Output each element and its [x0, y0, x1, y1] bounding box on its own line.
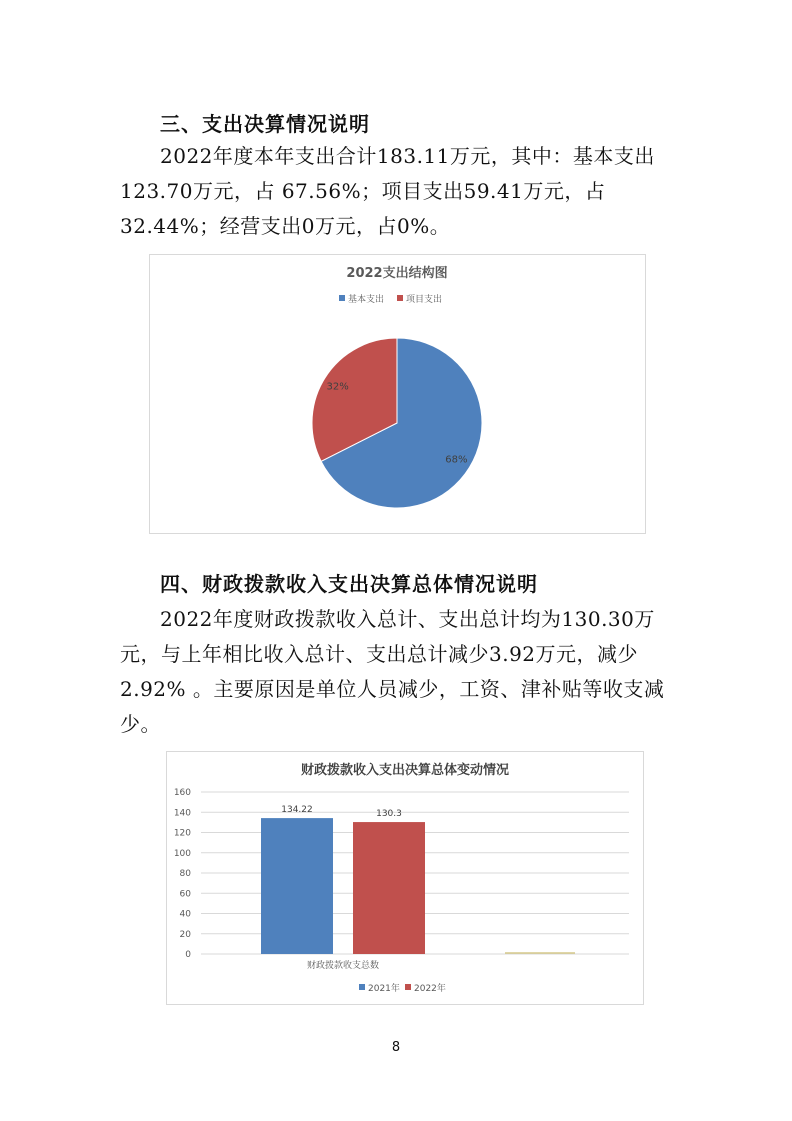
bar-ytick-label-5: 100 [173, 848, 191, 859]
bar-chart [167, 752, 643, 1004]
bar-ytick-label-2: 40 [179, 909, 191, 920]
pie-chart-title: 2022支出结构图 [346, 266, 448, 281]
bar-category-label-0: 财政拨款收支总数 [306, 961, 380, 971]
section4-heading: 四、财政拨款收入支出决算总体情况说明 [160, 572, 538, 596]
bar-ytick-label-1: 20 [179, 929, 191, 940]
bar-ytick-label-6: 120 [173, 828, 191, 839]
section3-paragraph: 2022年度本年支出合计183.11万元，其中：基本支出123.70万元，占 67.56%；项目支出59.41万元，占32.44%；经营支出0万元，占0%。 [120, 144, 655, 238]
pie-slice-label-0: 68% [445, 454, 468, 466]
pie-slice-label-1: 32% [326, 381, 349, 393]
section4-paragraph: 2022年度财政拨款收入总计、支出总计均为130.30万元，与上年相比收入总计、支出总计减少3.92万元，减少2.92% 。主要原因是单位人员减少，工资、津补贴等收支减少。 [120, 607, 665, 736]
bar-ytick-label-4: 80 [179, 869, 191, 879]
pie-chart [150, 255, 645, 533]
pie-legend-swatch-0 [339, 295, 345, 301]
bar-1-0 [353, 822, 425, 954]
bar-data-label-0-0: 134.22 [281, 805, 313, 816]
bar-legend-label-0: 2021年 [368, 984, 400, 994]
pie-legend-label-1: 项目支出 [406, 295, 443, 305]
section3-heading: 三、支出决算情况说明 [160, 112, 370, 136]
bar-ytick-label-8: 160 [173, 788, 191, 798]
bar-chart-title: 财政拨款收入支出决算总体变动情况 [300, 763, 510, 778]
bar-ytick-label-3: 60 [179, 889, 191, 900]
bar-legend-swatch-1 [405, 984, 411, 990]
page-number: 8 [391, 1040, 401, 1055]
bar-legend-swatch-0 [359, 984, 365, 990]
pie-chart-container [149, 254, 646, 534]
pie-legend-swatch-1 [397, 295, 403, 301]
bar-0-0 [261, 818, 333, 954]
bar-ytick-label-0: 0 [185, 950, 191, 960]
bar-legend-label-1: 2022年 [414, 984, 446, 994]
bar-ytick-label-7: 140 [173, 808, 191, 819]
bar-data-label-1-0: 130.3 [376, 809, 402, 820]
pie-legend-label-0: 基本支出 [348, 295, 385, 305]
bar-chart-container [166, 751, 644, 1005]
